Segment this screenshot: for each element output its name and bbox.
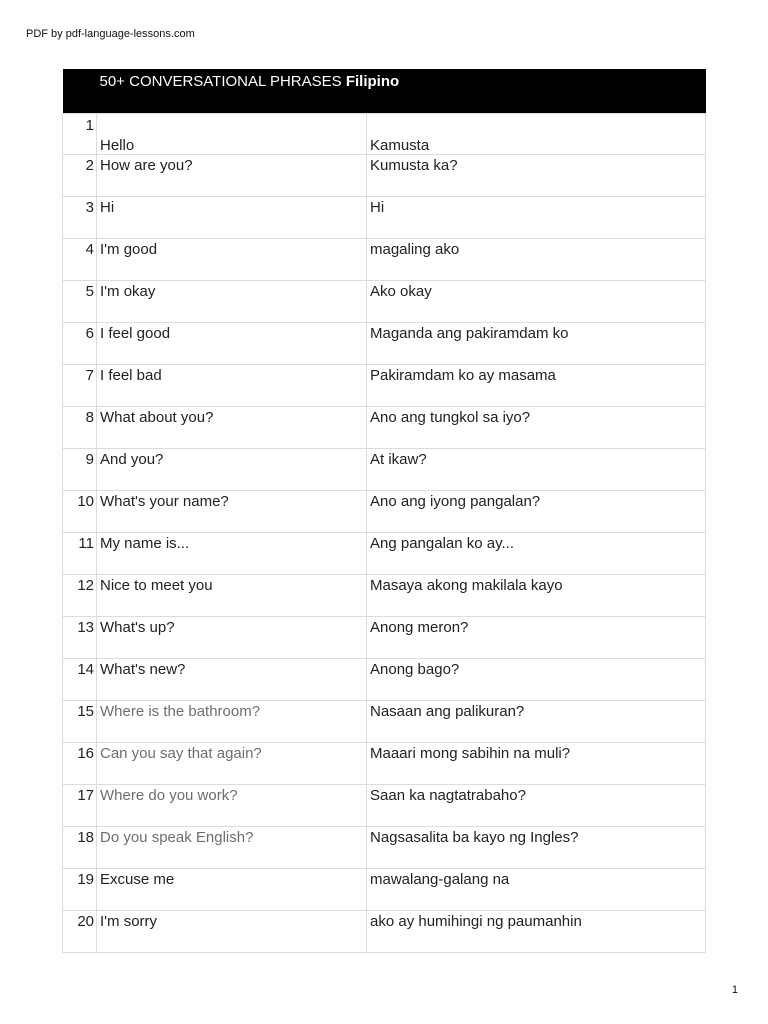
- row-number: 19: [63, 869, 97, 911]
- english-phrase: What about you?: [97, 407, 367, 449]
- table-row: [63, 491, 706, 533]
- english-phrase: Do you speak English?: [97, 827, 367, 869]
- english-phrase: What's your name?: [97, 491, 367, 533]
- filipino-phrase: Saan ka nagtatrabaho?: [367, 785, 706, 827]
- table-row: [63, 281, 706, 323]
- filipino-phrase: mawalang-galang na: [367, 869, 706, 911]
- filipino-phrase: At ikaw?: [367, 449, 706, 491]
- table-row: [63, 114, 706, 155]
- phrase-rows: [63, 114, 706, 953]
- filipino-phrase: Masaya akong makilala kayo: [367, 575, 706, 617]
- row-number: 8: [63, 407, 97, 449]
- english-phrase: I feel good: [97, 323, 367, 365]
- filipino-phrase: Nasaan ang palikuran?: [367, 701, 706, 743]
- filipino-phrase: ako ay humihingi ng paumanhin: [367, 911, 706, 953]
- english-phrase: What's new?: [97, 659, 367, 701]
- table-row: [63, 659, 706, 701]
- row-number: 13: [63, 617, 97, 659]
- row-number: 18: [63, 827, 97, 869]
- english-phrase: Nice to meet you: [97, 575, 367, 617]
- row-number: 3: [63, 197, 97, 239]
- row-number: 16: [63, 743, 97, 785]
- row-number: 6: [63, 323, 97, 365]
- table-row: [63, 617, 706, 659]
- page-number: 1: [731, 984, 738, 996]
- english-phrase: Where do you work?: [97, 785, 367, 827]
- table-row: [63, 155, 706, 197]
- filipino-phrase: magaling ako: [367, 239, 706, 281]
- english-phrase: Hi: [97, 197, 367, 239]
- table-row: [63, 533, 706, 575]
- english-phrase: Excuse me: [97, 869, 367, 911]
- row-number: 4: [63, 239, 97, 281]
- source-note: PDF by pdf-language-lessons.com: [26, 28, 195, 40]
- english-phrase: I'm sorry: [97, 911, 367, 953]
- filipino-phrase: Ang pangalan ko ay...: [367, 533, 706, 575]
- filipino-phrase: Nagsasalita ba kayo ng Ingles?: [367, 827, 706, 869]
- row-number: 10: [63, 491, 97, 533]
- row-number: 14: [63, 659, 97, 701]
- table-row: [63, 743, 706, 785]
- row-number: 15: [63, 701, 97, 743]
- english-phrase: Can you say that again?: [97, 743, 367, 785]
- row-number: 17: [63, 785, 97, 827]
- table-row: [63, 575, 706, 617]
- english-phrase: My name is...: [97, 533, 367, 575]
- filipino-phrase: Hi: [367, 197, 706, 239]
- english-phrase: And you?: [97, 449, 367, 491]
- table-row: [63, 197, 706, 239]
- table-row: [63, 869, 706, 911]
- row-number: 7: [63, 365, 97, 407]
- filipino-phrase: Anong bago?: [367, 659, 706, 701]
- row-number: 5: [63, 281, 97, 323]
- table-row: [63, 701, 706, 743]
- table-title-main: 50+ CONVERSATIONAL PHRASES: [99, 73, 342, 90]
- phrase-table: [62, 69, 706, 953]
- filipino-phrase: Pakiramdam ko ay masama: [367, 365, 706, 407]
- english-phrase: I'm good: [97, 239, 367, 281]
- filipino-phrase: Ano ang iyong pangalan?: [367, 491, 706, 533]
- table-row: [63, 323, 706, 365]
- filipino-phrase: Anong meron?: [367, 617, 706, 659]
- table-row: [63, 449, 706, 491]
- table-title: [63, 69, 706, 114]
- english-phrase: What's up?: [97, 617, 367, 659]
- filipino-phrase: Maganda ang pakiramdam ko: [367, 323, 706, 365]
- filipino-phrase: Maaari mong sabihin na muli?: [367, 743, 706, 785]
- row-number: 12: [63, 575, 97, 617]
- row-number: 2: [63, 155, 97, 197]
- table-row: [63, 827, 706, 869]
- table-title-language: Filipino: [345, 73, 400, 90]
- filipino-phrase: Ako okay: [367, 281, 706, 323]
- filipino-phrase: Kumusta ka?: [367, 155, 706, 197]
- row-number: 11: [63, 533, 97, 575]
- english-phrase: How are you?: [97, 155, 367, 197]
- table-title-row: [63, 69, 706, 114]
- english-phrase: I'm okay: [97, 281, 367, 323]
- row-number: 20: [63, 911, 97, 953]
- table-row: [63, 239, 706, 281]
- filipino-phrase: Ano ang tungkol sa iyo?: [367, 407, 706, 449]
- filipino-phrase: Kamusta: [367, 114, 706, 155]
- row-number: 1: [63, 114, 97, 155]
- table-row: [63, 911, 706, 953]
- english-phrase: I feel bad: [97, 365, 367, 407]
- row-number: 9: [63, 449, 97, 491]
- english-phrase: Hello: [97, 114, 367, 155]
- table-row: [63, 365, 706, 407]
- table-row: [63, 785, 706, 827]
- table-row: [63, 407, 706, 449]
- english-phrase: Where is the bathroom?: [97, 701, 367, 743]
